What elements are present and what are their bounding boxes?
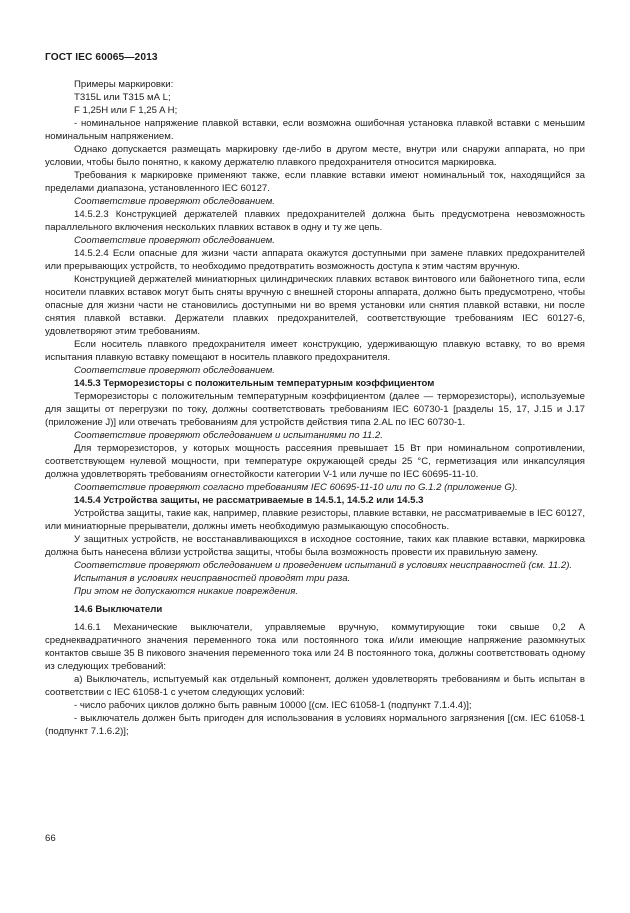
compliance-note: Соответствие проверяют обследованием. xyxy=(74,235,275,246)
paragraph: У защитных устройств, не восстанавливающихся в исходное состояние, таких как плавкие вставки, маркировка должна быть нанесена вблизи устройства защиты, чтобы была возможность провести их правильную замену. xyxy=(45,534,585,558)
section-heading: 14.5.3 Терморезисторы с положительным температурным коэффициентом xyxy=(74,378,435,389)
compliance-note: Соответствие проверяют согласно требованиям IEC 60695-11-10 или по G.1.2 (приложение G). xyxy=(74,482,518,493)
paragraph: 14.5.2.4 Если опасные для жизни части аппарата окажутся доступными при замене плавких предохранителей или прерывающих устройств, то необходимо предотвратить возможность доступа к этим частям вручную. xyxy=(45,248,585,272)
list-item: - выключатель должен быть пригоден для использования в условиях нормального загрязнения [(см. IEC 61058-1 (подпункт 7.1.6.2)]; xyxy=(45,713,585,737)
list-item: - число рабочих циклов должно быть равным 10000 [(см. IEC 61058-1 (подпункт 7.1.4.4)]; xyxy=(74,700,472,711)
paragraph: Если носитель плавкого предохранителя имеет конструкцию, удерживающую плавкую вставку, то во время испытания плавкую вставку помещают в носитель плавкого предохранителя. xyxy=(45,339,585,363)
document-header: ГОСТ IEC 60065—2013 xyxy=(45,52,158,63)
page-number: 66 xyxy=(45,833,56,844)
compliance-note: Соответствие проверяют обследованием и испытаниями по 11.2. xyxy=(74,430,383,441)
paragraph: Конструкцией держателей миниатюрных цилиндрических плавких вставок винтового или байонетного типа, если носители плавких вставок могут быть сняты вручную с внешней стороны аппарата, должно быть предусмотрено, чтобы опасные для жизни части не становились доступными ни во время установки или снятия плавкой вставки, ни после снятия плавкой вставки. Держатели плавких предохранителей, соответствующие требованиям IEC 60127-6, удовлетворяют этим требованиям. xyxy=(45,274,585,337)
paragraph: Для терморезисторов, у которых мощность рассеяния превышает 15 Вт при номинальном сопротивлении, соответствующем нулевой мощности, при температуре окружающей среды 25 °C, герметизация или инкапсуляция должна удовлетворять требованиям огнестойкости категории V-1 или лучше по IEC 60695-11-10. xyxy=(45,443,585,480)
compliance-note: Соответствие проверяют обследованием. xyxy=(74,365,275,376)
paragraph: - номинальное напряжение плавкой вставки, если возможна ошибочная установка плавкой вставки с меньшим номинальным напряжением. xyxy=(45,118,585,142)
compliance-note: Испытания в условиях неисправностей проводят три раза. xyxy=(74,573,351,584)
paragraph: Устройства защиты, такие как, например, плавкие резисторы, плавкие вставки, не рассматриваемые в IEC 60127, или миниатюрные прерыватели, должны иметь необходимую размыкающую способность. xyxy=(45,508,585,532)
paragraph: 14.6.1 Механические выключатели, управляемые вручную, коммутирующие токи свыше 0,2 А среднеквадратичного значения переменного тока или постоянного тока и/или имеющие напряжение разомкнутых контактов свыше 35 В пикового значения переменного тока или 24 В постоянного тока, должны соответствовать одному из следующих требований: xyxy=(45,622,585,672)
paragraph: а) Выключатель, испытуемый как отдельный компонент, должен удовлетворять требованиям и быть испытан в соответствии с IEC 61058-1 с учетом следующих условий: xyxy=(45,674,585,698)
page-body xyxy=(45,78,585,738)
section-heading: 14.6 Выключатели xyxy=(74,604,163,615)
section-heading: 14.5.4 Устройства защиты, не рассматриваемые в 14.5.1, 14.5.2 или 14.5.3 xyxy=(74,495,424,506)
paragraph: Терморезисторы с положительным температурным коэффициентом (далее — терморезисторы), используемые для защиты от перегрузки по току, должны соответствовать требованиям IEC 60730-1 [разделы 15, 17, J.15 и J.17 (приложение J)] или отвечать требованиям для устройств действия типа 2.AL по IEC 60730-1. xyxy=(45,391,585,428)
paragraph: Однако допускается размещать маркировку где-либо в другом месте, внутри или снаружи аппарата, но при условии, чтобы было понятно, к какому держателю плавкого предохранителя относится маркировка. xyxy=(45,144,585,168)
compliance-note: Соответствие проверяют обследованием и проведением испытаний в условиях неисправностей (см. 11.2). xyxy=(74,560,573,571)
paragraph: Требования к маркировке применяют также, если плавкие вставки имеют номинальный ток, находящийся за пределами диапазона, установленного IEC 60127. xyxy=(45,170,585,194)
compliance-note: При этом не допускаются никакие повреждения. xyxy=(74,586,298,597)
paragraph: T315L или T315 мА L; xyxy=(74,92,171,103)
paragraph: 14.5.2.3 Конструкцией держателей плавких предохранителей должна быть предусмотрена невозможность параллельного включения нескольких плавких вставок в одну и ту же цепь. xyxy=(45,209,585,233)
paragraph: Примеры маркировки: xyxy=(74,79,174,90)
compliance-note: Соответствие проверяют обследованием. xyxy=(74,196,275,207)
paragraph: F 1,25H или F 1,25 A H; xyxy=(74,105,178,116)
